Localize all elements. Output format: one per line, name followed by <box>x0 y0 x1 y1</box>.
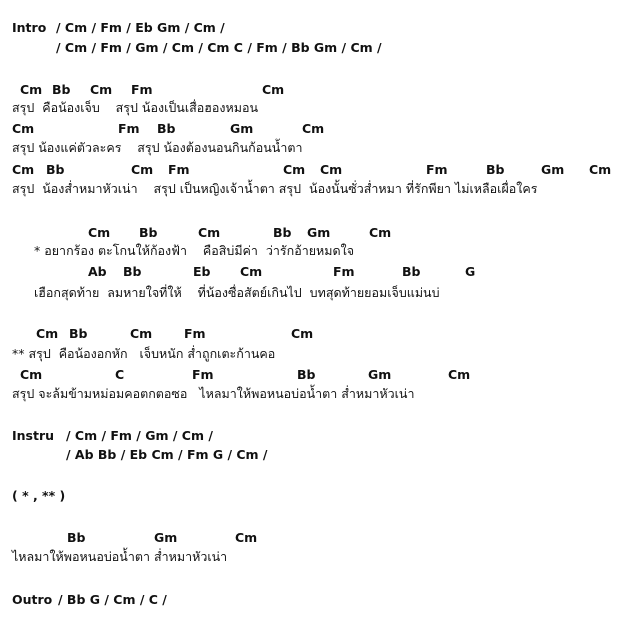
chord: Bb <box>52 82 71 97</box>
chord: Bb <box>157 121 176 136</box>
chord: Cm <box>448 367 471 382</box>
lyric-line: สรุป จะล้มข้ามหม่อมคอตกตอซอ ไหลมาให้พอหนอบ่อน้ำตา ส่ำหมาหัวเน่า <box>12 386 415 401</box>
chord: Cm <box>20 82 43 97</box>
chord: Bb <box>273 225 292 240</box>
chord: Bb <box>46 162 65 177</box>
chord: Gm <box>230 121 254 136</box>
lyric-line: สรุป คือน้องเจ็บ สรุป น้องเป็นเสื่อฮองหมอน <box>12 100 259 115</box>
lyric-line: สรุป น้องแค่ตัวละคร สรุป น้องต้องนอนกินก้อนน้ำตา <box>12 140 303 155</box>
chord: Fm <box>184 326 206 341</box>
chord: Fm <box>192 367 214 382</box>
chord: Bb <box>139 225 158 240</box>
instru-chords-line-2: / Ab Bb / Eb Cm / Fm G / Cm / <box>66 447 268 462</box>
intro-label: Intro <box>12 20 47 35</box>
outro-chords: / Bb G / Cm / C / <box>58 592 167 607</box>
chord: Cm <box>369 225 392 240</box>
chord: Bb <box>123 264 142 279</box>
chord: Bb <box>402 264 421 279</box>
chord: Gm <box>368 367 392 382</box>
chord: Cm <box>240 264 263 279</box>
chord: Bb <box>486 162 505 177</box>
chord: Cm <box>262 82 285 97</box>
chord: Cm <box>283 162 306 177</box>
chord: G <box>465 264 476 279</box>
chord: Cm <box>12 121 35 136</box>
lyric-line: * อยากร้อง ตะโกนให้ก้องฟ้า คือสิบ่มีค่า ว่ารักอ้ายหมดใจ <box>34 243 355 258</box>
chord: Cm <box>235 530 258 545</box>
chord: Cm <box>130 326 153 341</box>
instru-chords-line-1: / Cm / Fm / Gm / Cm / <box>66 428 213 443</box>
chord: Cm <box>291 326 314 341</box>
chord: Fm <box>131 82 153 97</box>
chord: Cm <box>589 162 612 177</box>
chord: Cm <box>198 225 221 240</box>
lyric-line: เฮือกสุดท้าย ลมหายใจที่ให้ ที่น้องซื่อสัตย์เกินไป บทสุดท้ายยอมเจ็บแม่นบ่ <box>34 285 440 300</box>
chord: Fm <box>333 264 355 279</box>
chord: Cm <box>36 326 59 341</box>
chord: Gm <box>541 162 565 177</box>
chord: Cm <box>90 82 113 97</box>
chord: Cm <box>131 162 154 177</box>
intro-chords-line-2: / Cm / Fm / Gm / Cm / Cm C / Fm / Bb Gm / Cm / <box>56 40 382 55</box>
chord: Cm <box>20 367 43 382</box>
lyric-line: สรุป น้องส่ำหมาหัวเน่า สรุป เป็นหญิงเจ้าน้ำตา สรุป น้องนั้นซั่วส่ำหมา ที่รักพียา ไม่เหลือเผื่อใคร <box>12 181 538 196</box>
chord: C <box>115 367 125 382</box>
chord: Cm <box>302 121 325 136</box>
chord: Fm <box>118 121 140 136</box>
chord: Ab <box>88 264 107 279</box>
chord: Gm <box>307 225 331 240</box>
chord: Cm <box>320 162 343 177</box>
chord: Gm <box>154 530 178 545</box>
outro-label: Outro <box>12 592 53 607</box>
chord: Fm <box>426 162 448 177</box>
chord: Fm <box>168 162 190 177</box>
chord: Bb <box>69 326 88 341</box>
lyric-line: ไหลมาให้พอหนอบ่อน้ำตา ส่ำหมาหัวเน่า <box>12 549 228 564</box>
repeat-marker: ( * , ** ) <box>12 488 66 503</box>
chord: Eb <box>193 264 211 279</box>
instru-label: Instru <box>12 428 55 443</box>
chord: Cm <box>12 162 35 177</box>
chord: Bb <box>67 530 86 545</box>
chord: Cm <box>88 225 111 240</box>
chord: Bb <box>297 367 316 382</box>
lyric-line: ** สรุป คือน้องอกหัก เจ็บหนัก ส่ำถูกเตะก้านคอ <box>12 346 276 361</box>
intro-chords-line-1: / Cm / Fm / Eb Gm / Cm / <box>56 20 225 35</box>
